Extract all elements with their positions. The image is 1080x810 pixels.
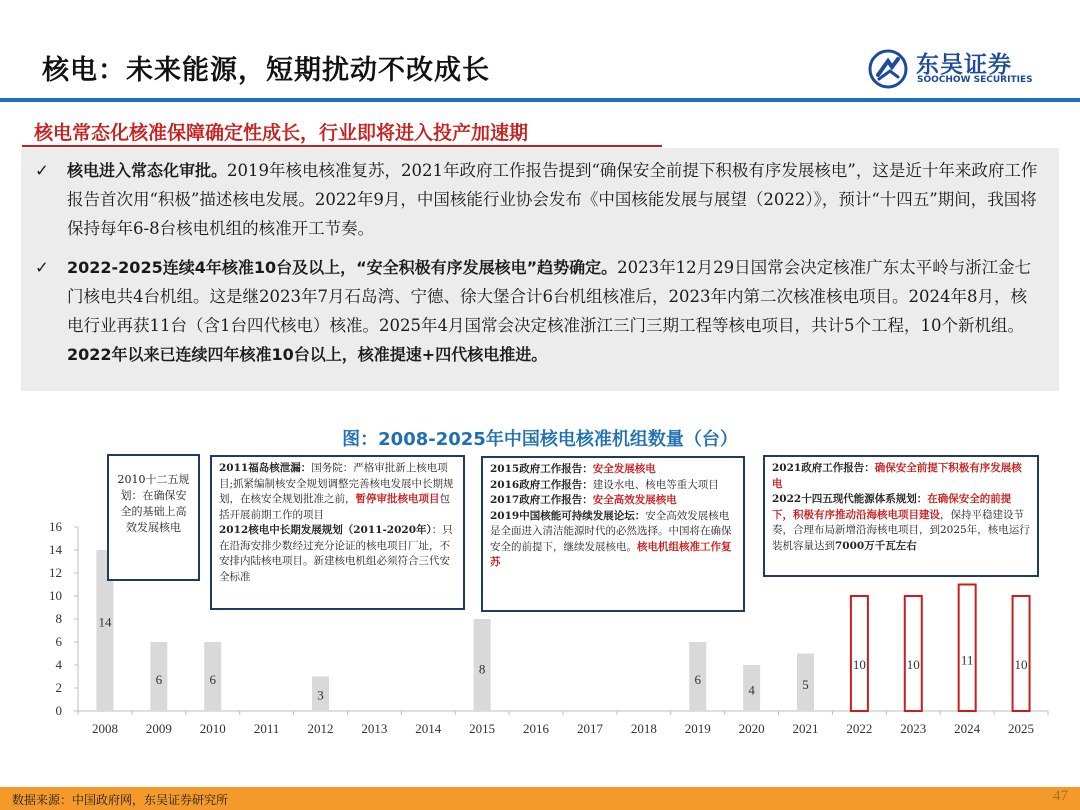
bullet-lead: 2022-2025连续4年核准10台及以上，“安全积极有序发展核电”趋势确定。 — [67, 258, 618, 277]
bullet-item — [35, 156, 1040, 243]
x-tick-label: 2008 — [91, 721, 118, 736]
x-tick-label: 2025 — [1008, 721, 1035, 736]
bar-2024 — [959, 585, 976, 712]
bar-2022 — [851, 596, 868, 711]
footer-bar — [0, 787, 1080, 810]
annotation-2021-2022 — [763, 455, 1039, 577]
note-highlight: 安全高效发展核电 — [592, 494, 677, 506]
data-source: 数据来源：中国政府网，东吴证券研究所 — [12, 793, 229, 807]
y-tick-label: 6 — [55, 634, 62, 649]
data-label-2009: 6 — [155, 671, 163, 687]
y-tick-label: 10 — [49, 588, 62, 603]
y-tick-label: 2 — [55, 680, 62, 695]
check-icon: ✓ — [35, 161, 49, 180]
data-label-2010: 6 — [209, 671, 216, 687]
note-text: 国务院：严格审批新上核电项目;抓紧编制核安全规划调整完善核电发展中长期规划，在核安全规划批准之前， — [219, 462, 454, 505]
bullet-body: 2019年核电核准复苏，2021年政府工作报告提到“确保安全前提下积极有序发展核电”，这是近十年来政府工作报告首次用“积极”描述核电发展。2022年9月，中国核能行业协会发布《中国核能发展与展望（2022）》，预计“十四五”期间，我国将保持每年6-8台核电机组的核准开工节奏。 — [67, 161, 1038, 238]
x-tick-label: 2021 — [792, 721, 819, 736]
annotation-2011-2012 — [210, 455, 465, 610]
note-highlight: 安全发展核电 — [592, 463, 656, 475]
bullet-text — [67, 156, 1040, 243]
x-tick-label: 2019 — [684, 721, 711, 736]
data-label-2012: 3 — [317, 687, 324, 703]
y-tick-label: 8 — [55, 611, 62, 626]
x-tick-label: 2015 — [469, 721, 496, 736]
bullet-item — [35, 253, 1040, 369]
note-text: 包括开展前期工作的项目 — [219, 493, 450, 521]
header-divider — [0, 98, 1080, 102]
bar-2025 — [1013, 596, 1030, 711]
data-label-2024: 11 — [960, 652, 974, 668]
brand-name-en: SOOCHOW SECURITIES — [917, 75, 1033, 85]
note-text: ：只在沿海安排少数经过充分论证的核电项目厂址，不安排内陆核电项目。新建核电机组必须符合三代安全标准 — [219, 524, 453, 583]
y-tick-label: 4 — [55, 657, 62, 672]
check-icon: ✓ — [35, 258, 49, 277]
y-tick-label: 16 — [49, 519, 62, 534]
data-label-2025: 10 — [1014, 657, 1028, 672]
note-text: 建设水电、核电等重大项目 — [592, 478, 719, 491]
x-tick-label: 2012 — [307, 721, 334, 736]
bullet-lead: 核电进入常态化审批。 — [67, 161, 228, 180]
data-label-2021: 5 — [802, 677, 809, 693]
data-label-2015: 8 — [478, 661, 486, 677]
note-heading: 2021政府工作报告： — [772, 462, 875, 474]
y-tick-label: 12 — [49, 565, 62, 580]
brand-name-cn: 东吴证券 — [916, 52, 1012, 78]
note-highlight: 确保安全前提下积极有序发展核电 — [772, 462, 1022, 490]
bullet-text — [67, 253, 1040, 369]
note-heading: 2012核电中长期发展规划（2011-2020年） — [219, 524, 432, 536]
x-tick-label: 2009 — [145, 721, 172, 736]
note-heading: 7000万千瓦左右 — [835, 539, 917, 552]
x-tick-label: 2010 — [199, 721, 226, 736]
data-label-2008: 14 — [98, 614, 112, 630]
y-tick-label: 14 — [49, 542, 62, 557]
brand-logo — [868, 48, 1038, 90]
page-number: 47 — [1053, 788, 1068, 804]
x-tick-label: 2014 — [415, 721, 442, 736]
note-text: ，保持平稳建设节奏，合理布局新增沿海核电项目，到2025年，核电运行装机容量达到 — [772, 508, 1030, 552]
x-tick-label: 2017 — [576, 721, 603, 736]
note-heading: 2017政府工作报告： — [490, 494, 593, 506]
note-heading: 2019中国核能可持续发展论坛： — [490, 509, 646, 522]
y-tick-label: 0 — [55, 703, 62, 718]
bullet-body: 2023年12月29日国常会决定核准广东太平岭与浙江金七门核电共4台机组。这是继2023年7月石岛湾、宁德、徐大堡合计6台机组核准后，2023年内第二次核准核电项目。2024年8月，核电行业再获11台（含1台四代核电）核准。2025年4月国常会决定核准浙江三门三期工程等核电项目，共计5个工程，10个新机组。 — [67, 258, 1032, 335]
subtitle-underline — [22, 145, 662, 147]
data-label-2019: 6 — [694, 671, 701, 687]
annotation-2015-2019 — [481, 456, 745, 612]
x-tick-label: 2020 — [738, 721, 765, 736]
x-tick-label: 2022 — [846, 721, 873, 736]
bullet-panel — [21, 148, 1059, 391]
note-highlight: 核电机组核准工作复苏 — [490, 540, 732, 568]
note-highlight: 在确保安全的前提下，积极有序推动沿海核电项目建设 — [772, 493, 1012, 521]
x-tick-label: 2016 — [523, 721, 550, 736]
note-highlight: 暂停审批核电项目 — [355, 493, 440, 505]
note-heading: 2016政府工作报告： — [490, 478, 593, 491]
data-label-2022: 10 — [852, 657, 866, 672]
chart-title: 图：2008-2025年中国核电核准机组数量（台） — [342, 429, 738, 450]
bar-2023 — [905, 596, 922, 711]
x-tick-label: 2011 — [253, 721, 280, 736]
brand-logo-icon — [868, 49, 908, 89]
x-tick-label: 2018 — [630, 721, 657, 736]
bullet-tail: 2022年以来已连续四年核准10台以上，核准提速+四代核电推进。 — [67, 345, 548, 364]
note-heading: 2015政府工作报告： — [490, 463, 593, 475]
x-tick-label: 2013 — [361, 721, 388, 736]
page-title: 核电：未来能源，短期扰动不改成长 — [42, 55, 490, 86]
note-text: 安全高效发展核电是全面进入清洁能源时代的必然选择。中国将在确保安全的前提下，继续发展核电。 — [490, 509, 732, 553]
x-tick-label: 2023 — [900, 721, 927, 736]
data-label-2020: 4 — [748, 682, 755, 698]
annotation-2010: 2010十二五规划：在确保安全的基础上高效发展核电 — [107, 454, 200, 581]
data-label-2023: 10 — [906, 657, 920, 672]
note-heading: 2011福岛核泄漏： — [219, 462, 312, 474]
x-tick-label: 2024 — [954, 721, 981, 736]
section-subtitle: 核电常态化核准保障确定性成长，行业即将进入投产加速期 — [34, 122, 529, 144]
note-heading: 2022十四五现代能源体系规划： — [772, 493, 928, 505]
